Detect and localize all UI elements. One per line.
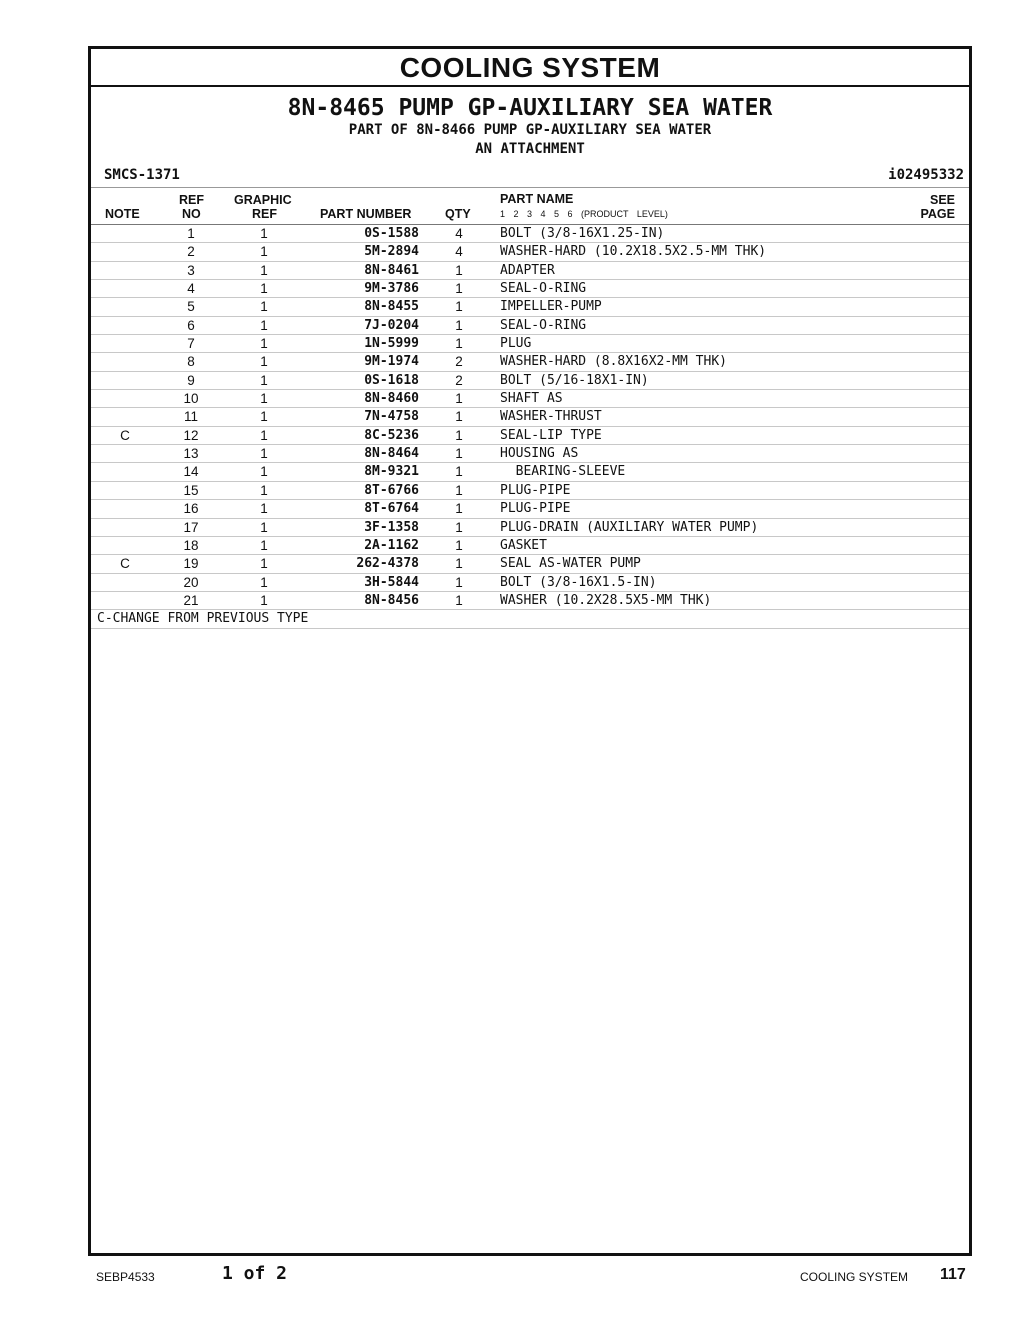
header-see-top: SEE bbox=[929, 193, 955, 207]
qty-cell: 1 bbox=[455, 262, 463, 278]
part-name-cell: PLUG-PIPE bbox=[500, 501, 571, 517]
part-name-cell: WASHER-HARD (10.2X18.5X2.5-MM THK) bbox=[500, 244, 767, 260]
part-number-cell: 8T-6766 bbox=[364, 482, 419, 498]
graphic-ref-cell: 1 bbox=[260, 226, 268, 241]
part-number-cell: 8N-8455 bbox=[364, 299, 419, 315]
part-number-cell: 0S-1588 bbox=[364, 226, 419, 241]
page-of-count: 1 of 2 bbox=[222, 1263, 288, 1284]
graphic-ref-cell: 1 bbox=[260, 299, 268, 315]
graphic-ref-cell: 1 bbox=[260, 317, 268, 333]
ref-no-cell: 3 bbox=[187, 262, 195, 278]
table-row bbox=[91, 555, 969, 573]
part-name-cell: SEAL AS-WATER PUMP bbox=[500, 556, 641, 572]
ref-no-cell: 6 bbox=[187, 317, 195, 333]
ref-no-cell: 5 bbox=[187, 299, 195, 315]
qty-cell: 1 bbox=[455, 299, 463, 315]
part-number-cell: 8N-8464 bbox=[364, 446, 419, 462]
ref-no-cell: 15 bbox=[183, 482, 199, 498]
qty-cell: 1 bbox=[455, 592, 463, 608]
graphic-ref-cell: 1 bbox=[260, 244, 268, 260]
ref-no-cell: 9 bbox=[187, 372, 195, 388]
graphic-ref-cell: 1 bbox=[260, 281, 268, 297]
table-row bbox=[91, 372, 969, 390]
header-see-bottom: PAGE bbox=[920, 207, 955, 221]
part-number-cell: 8M-9321 bbox=[364, 464, 419, 480]
graphic-ref-cell: 1 bbox=[260, 501, 268, 517]
ref-no-cell: 13 bbox=[183, 446, 199, 462]
part-name-cell: BOLT (3/8-16X1.5-IN) bbox=[500, 574, 657, 590]
header-part-number: PART NUMBER bbox=[320, 207, 412, 221]
qty-cell: 1 bbox=[455, 336, 463, 352]
graphic-ref-cell: 1 bbox=[260, 372, 268, 388]
header-qty: QTY bbox=[445, 207, 471, 221]
part-number-cell: 3F-1358 bbox=[364, 519, 419, 535]
header-graphic-bottom: REF bbox=[252, 207, 277, 221]
part-name-cell: PLUG bbox=[500, 336, 532, 352]
part-number-cell: 8N-8461 bbox=[364, 262, 419, 278]
part-number-cell: 7J-0204 bbox=[364, 317, 419, 333]
parent-group-subtitle: PART OF 8N-8466 PUMP GP-AUXILIARY SEA WATER bbox=[348, 122, 712, 138]
part-number-cell: 1N-5999 bbox=[364, 336, 419, 352]
part-number-cell: 9M-3786 bbox=[364, 281, 419, 297]
qty-cell: 1 bbox=[455, 391, 463, 407]
graphic-ref-cell: 1 bbox=[260, 409, 268, 425]
part-number-cell: 8N-8456 bbox=[364, 592, 419, 608]
ref-no-cell: 8 bbox=[187, 354, 195, 370]
footnote-row bbox=[91, 610, 969, 629]
ref-no-cell: 20 bbox=[183, 574, 199, 590]
qty-cell: 2 bbox=[455, 354, 463, 370]
ref-no-cell: 2 bbox=[187, 244, 195, 260]
part-name-cell: WASHER (10.2X28.5X5-MM THK) bbox=[500, 592, 712, 608]
header-part-name: PART NAME bbox=[500, 192, 574, 206]
graphic-ref-cell: 1 bbox=[260, 336, 268, 352]
part-name-cell: BEARING-SLEEVE bbox=[500, 464, 626, 480]
qty-cell: 1 bbox=[455, 464, 463, 480]
table-row bbox=[91, 298, 969, 316]
table-row bbox=[91, 408, 969, 426]
graphic-ref-cell: 1 bbox=[260, 427, 268, 443]
part-name-cell: BOLT (3/8-16X1.25-IN) bbox=[500, 226, 665, 241]
qty-cell: 1 bbox=[455, 574, 463, 590]
table-row bbox=[91, 592, 969, 610]
header-product-levels: 1 2 3 4 5 6 (PRODUCT LEVEL) bbox=[500, 209, 668, 219]
table-row bbox=[91, 500, 969, 518]
qty-cell: 1 bbox=[455, 537, 463, 553]
smcs-code: SMCS-1371 bbox=[104, 167, 180, 183]
qty-cell: 4 bbox=[455, 244, 463, 260]
part-number-cell: 2A-1162 bbox=[364, 537, 419, 553]
document-id: SEBP4533 bbox=[96, 1270, 155, 1284]
part-name-cell: IMPELLER-PUMP bbox=[500, 299, 602, 315]
qty-cell: 1 bbox=[455, 427, 463, 443]
table-row bbox=[91, 463, 969, 481]
page-frame bbox=[88, 46, 972, 1256]
part-name-cell: SEAL-O-RING bbox=[500, 317, 587, 333]
qty-cell: 1 bbox=[455, 501, 463, 517]
graphic-ref-cell: 1 bbox=[260, 446, 268, 462]
part-number-cell: 262-4378 bbox=[356, 556, 419, 572]
graphic-ref-cell: 1 bbox=[260, 592, 268, 608]
qty-cell: 1 bbox=[455, 519, 463, 535]
qty-cell: 1 bbox=[455, 446, 463, 462]
graphic-ref-cell: 1 bbox=[260, 464, 268, 480]
table-row bbox=[91, 537, 969, 555]
table-row bbox=[91, 445, 969, 463]
table-row bbox=[91, 519, 969, 537]
part-name-cell: PLUG-PIPE bbox=[500, 482, 571, 498]
section-title: COOLING SYSTEM bbox=[91, 49, 969, 87]
header-graphic-top: GRAPHIC bbox=[234, 193, 292, 207]
info-id: i02495332 bbox=[888, 167, 964, 183]
part-name-cell: HOUSING AS bbox=[500, 446, 579, 462]
ref-no-cell: 7 bbox=[187, 336, 195, 352]
page-number: 117 bbox=[940, 1266, 966, 1283]
column-header bbox=[91, 187, 969, 225]
page-footer bbox=[0, 1262, 1020, 1292]
table-row bbox=[91, 225, 969, 243]
attachment-subtitle: AN ATTACHMENT bbox=[475, 141, 585, 157]
qty-cell: 1 bbox=[455, 409, 463, 425]
ref-no-cell: 16 bbox=[183, 501, 199, 517]
part-number-cell: 7N-4758 bbox=[364, 409, 419, 425]
ref-no-cell: 4 bbox=[187, 281, 195, 297]
graphic-ref-cell: 1 bbox=[260, 537, 268, 553]
qty-cell: 2 bbox=[455, 372, 463, 388]
ref-no-cell: 10 bbox=[183, 391, 199, 407]
ref-no-cell: 12 bbox=[183, 427, 199, 443]
graphic-ref-cell: 1 bbox=[260, 574, 268, 590]
table-row bbox=[91, 353, 969, 371]
graphic-ref-cell: 1 bbox=[260, 262, 268, 278]
graphic-ref-cell: 1 bbox=[260, 391, 268, 407]
part-number-cell: 8C-5236 bbox=[364, 427, 419, 443]
ref-no-cell: 18 bbox=[183, 537, 199, 553]
part-name-cell: GASKET bbox=[500, 537, 547, 553]
parts-list bbox=[91, 225, 969, 610]
table-row bbox=[91, 427, 969, 445]
part-number-cell: 9M-1974 bbox=[364, 354, 419, 370]
table-row bbox=[91, 482, 969, 500]
note-cell: C bbox=[120, 556, 130, 572]
table-row bbox=[91, 335, 969, 353]
table-row bbox=[91, 317, 969, 335]
part-name-cell: BOLT (5/16-18X1-IN) bbox=[500, 372, 649, 388]
header-ref-top: REF bbox=[179, 193, 204, 207]
qty-cell: 4 bbox=[455, 226, 463, 241]
graphic-ref-cell: 1 bbox=[260, 482, 268, 498]
part-name-cell: ADAPTER bbox=[500, 262, 555, 278]
part-name-cell: SEAL-O-RING bbox=[500, 281, 587, 297]
table-row bbox=[91, 390, 969, 408]
ref-no-cell: 17 bbox=[183, 519, 199, 535]
footer-section-name: COOLING SYSTEM bbox=[800, 1270, 909, 1284]
graphic-ref-cell: 1 bbox=[260, 556, 268, 572]
ref-no-cell: 1 bbox=[187, 226, 195, 241]
graphic-ref-cell: 1 bbox=[260, 354, 268, 370]
ref-no-cell: 14 bbox=[183, 464, 199, 480]
qty-cell: 1 bbox=[455, 317, 463, 333]
part-name-cell: WASHER-HARD (8.8X16X2-MM THK) bbox=[500, 354, 727, 370]
qty-cell: 1 bbox=[455, 281, 463, 297]
table-row bbox=[91, 280, 969, 298]
qty-cell: 1 bbox=[455, 556, 463, 572]
qty-cell: 1 bbox=[455, 482, 463, 498]
identifier-row bbox=[91, 165, 969, 187]
graphic-ref-cell: 1 bbox=[260, 519, 268, 535]
footnote: C-CHANGE FROM PREVIOUS TYPE bbox=[97, 611, 309, 627]
table-row bbox=[91, 243, 969, 261]
part-name-cell: PLUG-DRAIN (AUXILIARY WATER PUMP) bbox=[500, 519, 759, 535]
ref-no-cell: 19 bbox=[183, 556, 199, 572]
header-ref-bottom: NO bbox=[182, 207, 201, 221]
part-number-cell: 8T-6764 bbox=[364, 501, 419, 517]
part-number-cell: 0S-1618 bbox=[364, 372, 419, 388]
part-number-cell: 5M-2894 bbox=[364, 244, 419, 260]
part-number-cell: 3H-5844 bbox=[364, 574, 419, 590]
table-row bbox=[91, 574, 969, 592]
table-row bbox=[91, 262, 969, 280]
part-name-cell: SHAFT AS bbox=[500, 391, 563, 407]
part-number-cell: 8N-8460 bbox=[364, 391, 419, 407]
ref-no-cell: 21 bbox=[183, 592, 199, 608]
part-name-cell: SEAL-LIP TYPE bbox=[500, 427, 602, 443]
part-name-cell: WASHER-THRUST bbox=[500, 409, 602, 425]
note-cell: C bbox=[120, 427, 130, 443]
header-note: NOTE bbox=[105, 207, 140, 221]
group-title: 8N-8465 PUMP GP-AUXILIARY SEA WATER bbox=[287, 95, 773, 121]
ref-no-cell: 11 bbox=[183, 409, 198, 425]
